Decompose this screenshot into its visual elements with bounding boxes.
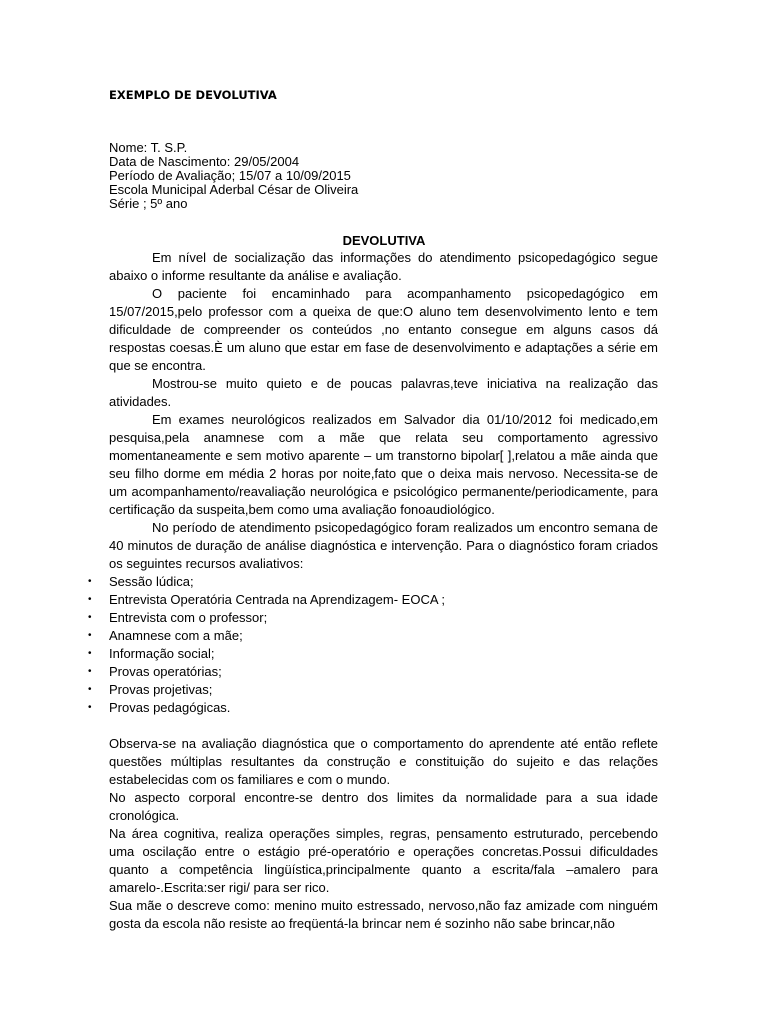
bullet-icon: • [88, 684, 92, 695]
grade-line: Série ; 5º ano [109, 196, 188, 211]
list-item-text: Entrevista com o professor; [109, 610, 268, 625]
section-title [0, 233, 768, 248]
list-item [88, 699, 658, 717]
bullet-icon: • [88, 666, 92, 677]
list-item-text: Entrevista Operatória Centrada na Aprendizagem- EOCA ; [109, 592, 446, 607]
list-item-text: Anamnese com a mãe; [109, 628, 243, 643]
evaluation-period-line: Período de Avaliação; 15/07 a 10/09/2015 [109, 168, 351, 183]
school-line: Escola Municipal Aderbal César de Oliveira [109, 182, 359, 197]
blank-line [109, 717, 658, 735]
list-item [88, 609, 658, 627]
birth-date-line: Data de Nascimento: 29/05/2004 [109, 154, 300, 169]
document-title: EXEMPLO DE DEVOLUTIVA [109, 88, 277, 102]
paragraph-mother: Sua mãe o descreve como: menino muito estressado, nervoso,não faz amizade com ninguém gosta da escola não resiste ao freqüentá-la brincar nem é sozinho não sabe brincar,não [109, 898, 658, 931]
list-item-text: Provas projetivas; [109, 682, 213, 697]
list-item [88, 663, 658, 681]
paragraph-referral: O paciente foi encaminhado para acompanhamento psicopedagógico em 15/07/2015,pelo professor com a queixa de que:O aluno tem desenvolvimento lento e tem dificuldade de compreender os conteúdos ,no entanto consegue em alguns casos dá respostas coesas.È um aluno que estar em fase de desenvolvimento e adaptações a série em que se encontra. [109, 286, 658, 373]
paragraph-observation: Observa-se na avaliação diagnóstica que o comportamento do aprendente até então reflete questões múltiplas resultantes da construção e constituição do sujeito e das relações estabelecidas com os familiares e com o mundo. [109, 736, 658, 787]
paragraph-corporal: No aspecto corporal encontre-se dentro dos limites da normalidade para a sua idade cronológica. [109, 790, 658, 823]
section-title-text: DEVOLUTIVA [342, 233, 426, 248]
paragraph-intro: Em nível de socialização das informações do atendimento psicopedagógico segue abaixo o informe resultante da análise e avaliação. [109, 250, 658, 283]
bullet-icon: • [88, 630, 92, 641]
list-item [88, 627, 658, 645]
paragraph-cognitive: Na área cognitiva, realiza operações simples, regras, pensamento estruturado, percebendo uma oscilação entre o estágio pré-operatório e operações concretas.Possui dificuldades quanto a competência lingüística,principalmente quanto a escrita/fala –amalero para amarelo-.Escrita:ser rigi/ para ser rico. [109, 826, 658, 895]
document-body [88, 249, 658, 933]
paragraph-neurological: Em exames neurológicos realizados em Salvador dia 01/10/2012 foi medicado,em pesquisa,pela anamnese com a mãe que relata seu comportamento agressivo momentaneamente e sem motivo aparente – um transtorno bipolar[ ],relatou a mãe ainda que seu filho dorme em média 2 horas por noite,fato que o deixa mais nervoso. Necessita-se de um acompanhamento/reavaliação neurológica e psicológico permanente/periodicamente, para certificação da suspeita,bem como uma avaliação fonoaudiológico. [109, 412, 658, 517]
list-item-text: Informação social; [109, 646, 215, 661]
list-item-text: Provas pedagógicas. [109, 700, 231, 715]
list-item-text: Provas operatórias; [109, 664, 222, 679]
bullet-icon: • [88, 648, 92, 659]
list-item [88, 645, 658, 663]
patient-name-line: Nome: T. S.P. [109, 140, 188, 155]
bullet-icon: • [88, 594, 92, 605]
patient-info-block [109, 141, 358, 211]
paragraph-behavior: Mostrou-se muito quieto e de poucas palavras,teve iniciativa na realização das atividades. [109, 376, 658, 409]
bullet-icon: • [88, 702, 92, 713]
list-item [88, 591, 658, 609]
list-item-text: Sessão lúdica; [109, 574, 194, 589]
list-item [88, 573, 658, 591]
resources-list [88, 573, 658, 717]
bullet-icon: • [88, 576, 92, 587]
paragraph-period: No período de atendimento psicopedagógico foram realizados um encontro semana de 40 minutos de duração de análise diagnóstica e intervenção. Para o diagnóstico foram criados os seguintes recursos avaliativos: [109, 520, 658, 571]
list-item [88, 681, 658, 699]
bullet-icon: • [88, 612, 92, 623]
